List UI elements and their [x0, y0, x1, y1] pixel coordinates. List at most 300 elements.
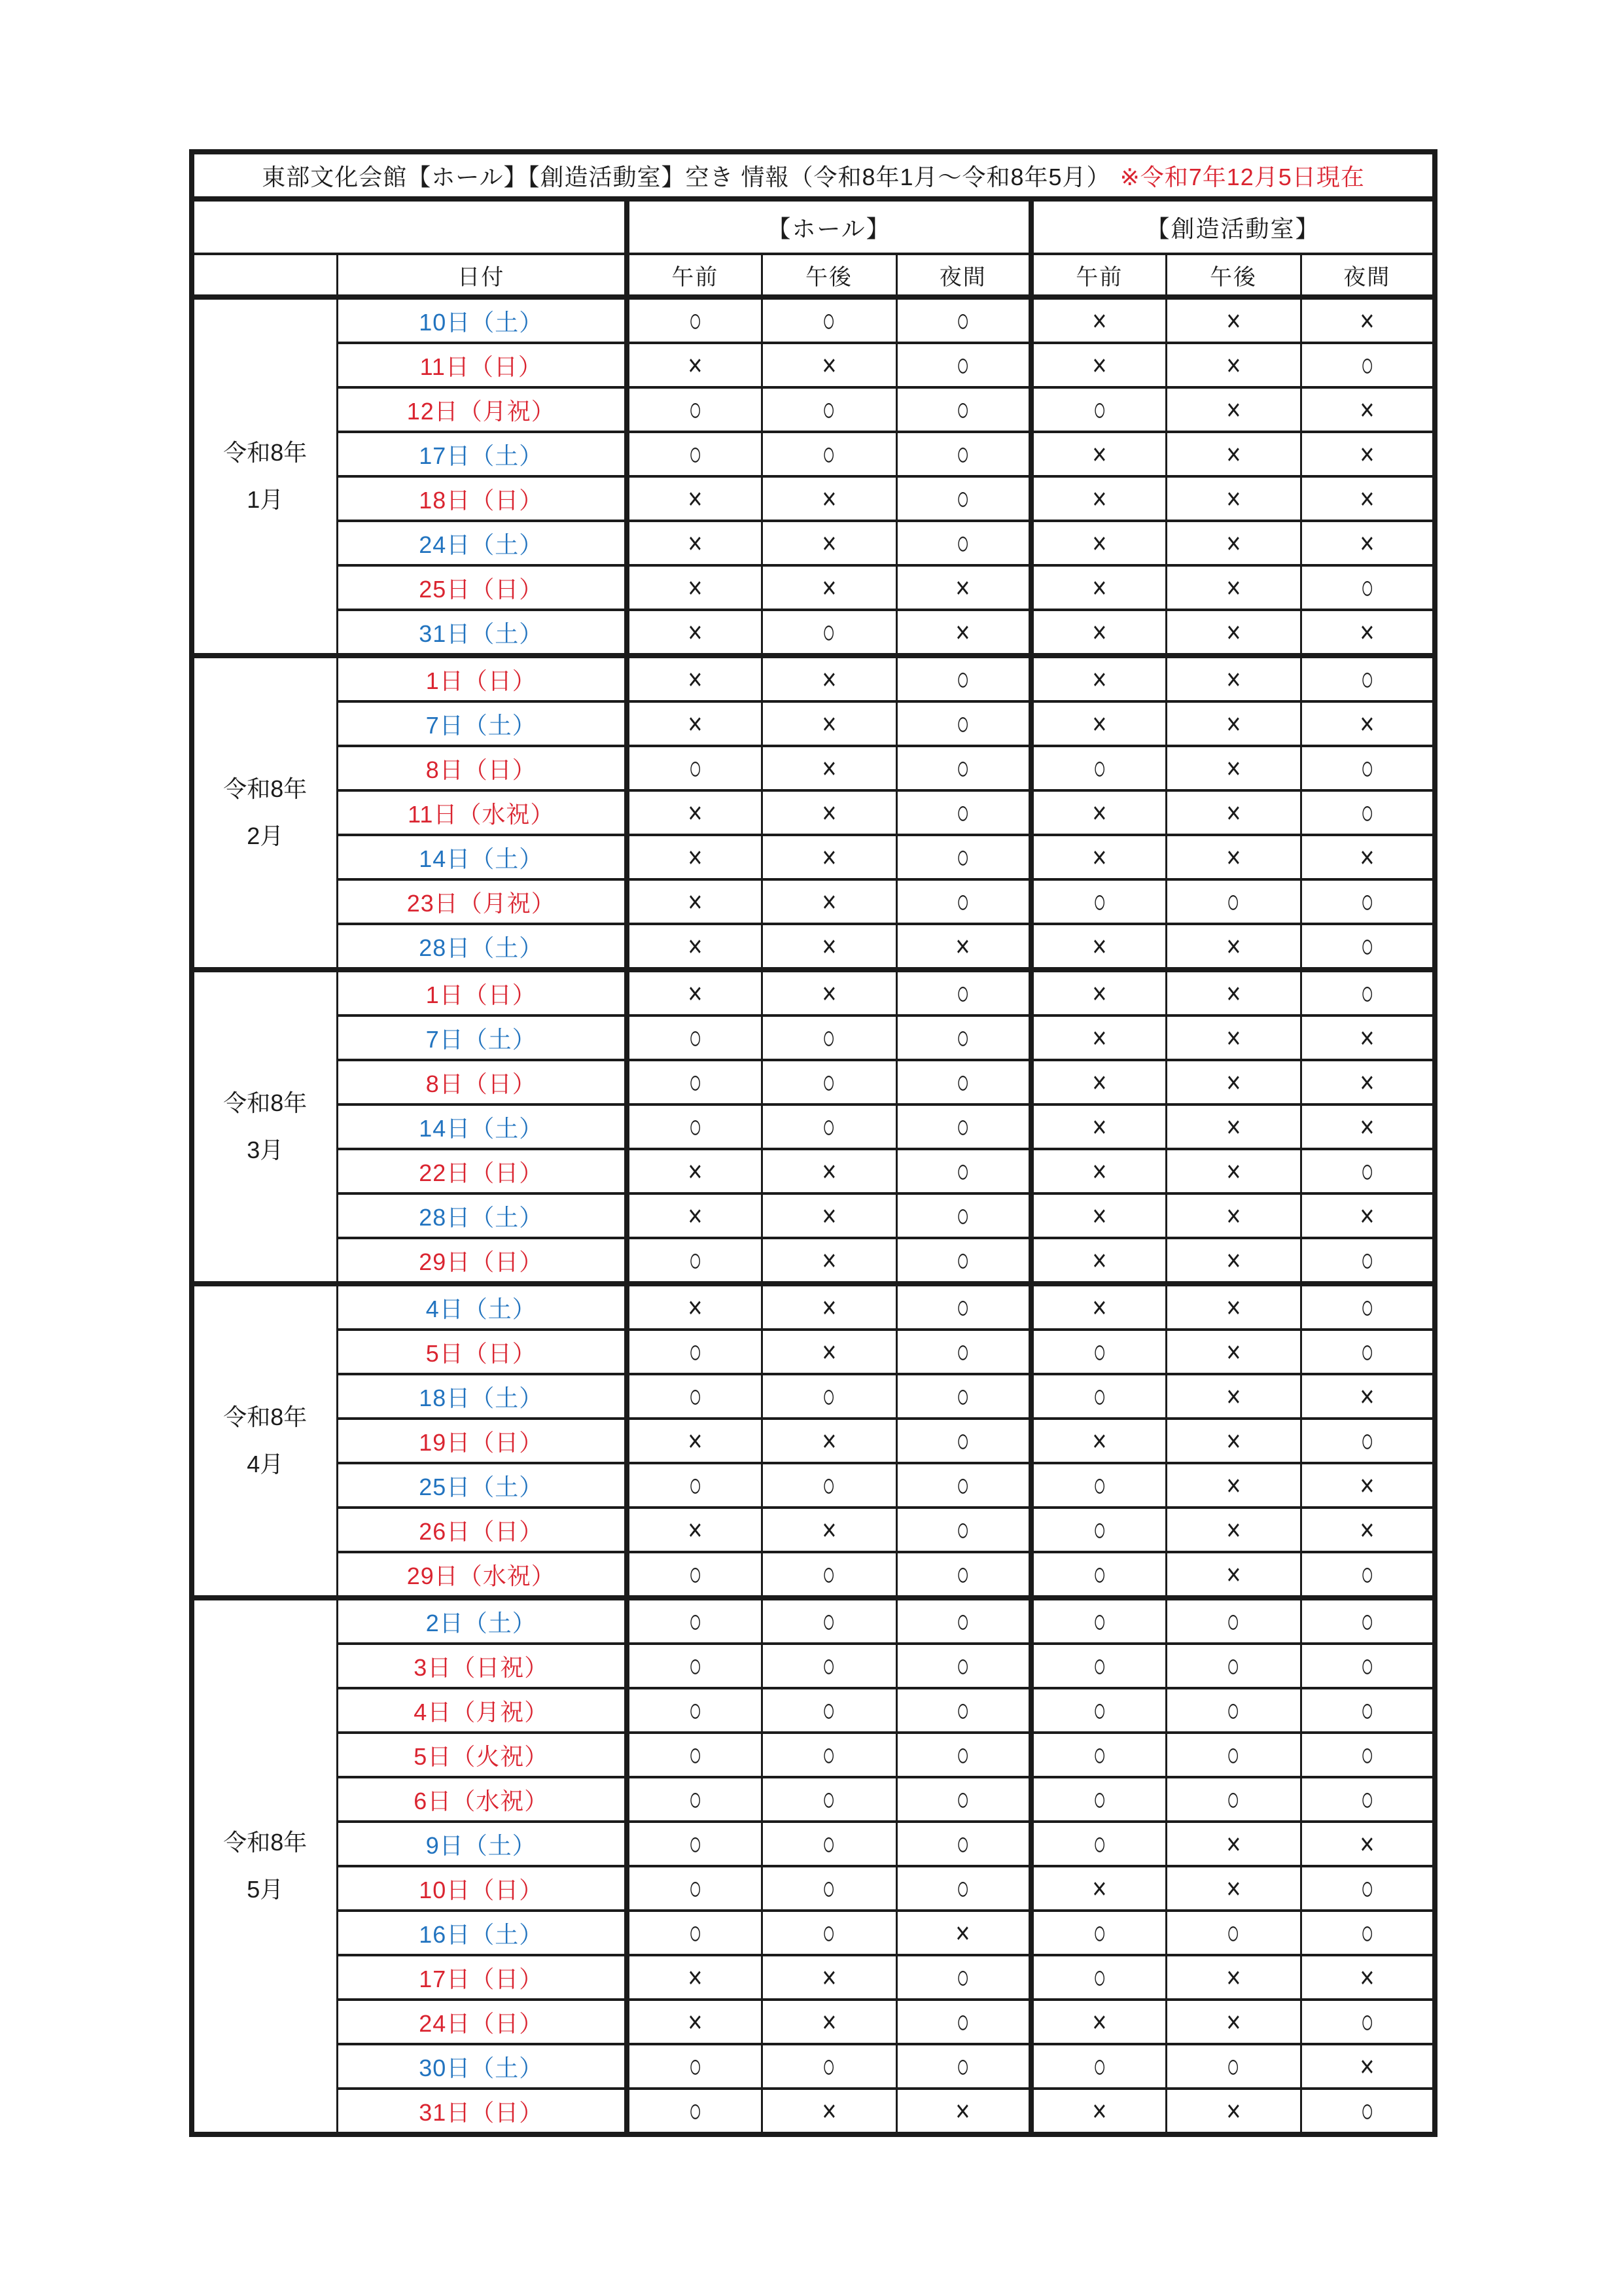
available-mark: ○: [822, 1063, 836, 1101]
hall-slot-2-availability-cell: [896, 1955, 1031, 2000]
availability-row: [192, 1822, 1435, 1866]
available-mark: ○: [956, 1825, 970, 1863]
available-mark: ○: [1093, 1333, 1106, 1371]
unavailable-mark: ×: [1092, 437, 1107, 471]
available-mark: ○: [1226, 883, 1241, 921]
room-slot-1-availability-cell: [1166, 1284, 1301, 1330]
unavailable-mark: ×: [688, 885, 703, 919]
unavailable-mark: ×: [821, 1290, 837, 1324]
room-slot-0-availability-cell: [1031, 746, 1166, 790]
date-cell: 25日（土）: [337, 1463, 627, 1508]
room-slot-2-availability-cell: [1301, 610, 1435, 656]
room-slot-0-availability-cell: [1031, 1463, 1166, 1508]
date-cell: 8日（日）: [337, 1060, 627, 1104]
available-mark: ○: [822, 2047, 836, 2085]
hall-slot-2-availability-cell: [896, 1238, 1031, 1284]
unavailable-mark: ×: [1225, 840, 1241, 874]
unavailable-mark: ×: [1092, 2005, 1107, 2039]
room-slot-1-availability-cell: [1166, 610, 1301, 656]
available-mark: ○: [1093, 1466, 1106, 1504]
room-slot-2-availability-cell: [1301, 2044, 1435, 2089]
available-mark: ○: [822, 302, 836, 340]
unavailable-mark: ×: [821, 1960, 837, 1994]
unavailable-mark: ×: [1225, 662, 1241, 696]
hall-slot-0-availability-cell: [627, 2000, 762, 2044]
availability-row: [192, 1284, 1435, 1330]
room-slot-1-availability-cell: [1166, 1598, 1301, 1644]
room-slot-0-availability-cell: [1031, 1866, 1166, 1911]
hall-slot-0-availability-cell: [627, 432, 762, 476]
hall-slot-1-availability-cell: [762, 1463, 896, 1508]
room-slot-1-availability-cell: [1166, 297, 1301, 343]
available-mark: ○: [1360, 346, 1374, 384]
room-slot-1-availability-cell: [1166, 565, 1301, 610]
hall-slot-2-availability-cell: [896, 610, 1031, 656]
available-mark: ○: [956, 1691, 970, 1729]
available-mark: ○: [1360, 1602, 1374, 1640]
available-mark: ○: [1093, 1602, 1106, 1640]
room-slot-1-availability-cell: [1166, 970, 1301, 1016]
month-label: 2月: [247, 822, 284, 849]
hall-slot-0-availability-cell: [627, 1374, 762, 1419]
available-mark: ○: [688, 391, 702, 429]
room-slot-2-availability-cell: [1301, 835, 1435, 879]
room-slot-2-availability-cell: [1301, 1777, 1435, 1822]
available-mark: ○: [1360, 794, 1374, 832]
room-slot-0-availability-cell: [1031, 1777, 1166, 1822]
available-mark: ○: [688, 302, 702, 340]
availability-row: [192, 924, 1435, 970]
available-mark: ○: [956, 524, 970, 562]
unavailable-mark: ×: [1225, 304, 1241, 338]
room-slot-1-availability-cell: [1166, 1552, 1301, 1598]
availability-row: [192, 2089, 1435, 2134]
hall-slot-1-availability-cell: [762, 1238, 896, 1284]
month-year-label: 令和8年: [223, 775, 308, 802]
available-mark: ○: [1093, 1691, 1106, 1729]
unavailable-mark: ×: [955, 615, 970, 649]
hall-slot-1-availability-cell: [762, 565, 896, 610]
availability-row: [192, 1598, 1435, 1644]
room-slot-0-availability-cell: [1031, 1598, 1166, 1644]
unavailable-mark: ×: [1225, 796, 1241, 830]
hall-slot-1-availability-cell: [762, 790, 896, 835]
unavailable-mark: ×: [1225, 1110, 1241, 1144]
month-label: 1月: [247, 486, 284, 513]
hall-slot-2-availability-cell: [896, 2044, 1031, 2089]
available-mark: ○: [956, 1241, 970, 1279]
available-mark: ○: [956, 883, 970, 921]
hall-slot-1-availability-cell: [762, 432, 896, 476]
unavailable-mark: ×: [1092, 976, 1107, 1010]
hall-slot-0-availability-cell: [627, 1644, 762, 1688]
hall-slot-2-availability-cell: [896, 835, 1031, 879]
available-mark: ○: [956, 2047, 970, 2085]
room-slot-2-availability-cell: [1301, 1644, 1435, 1688]
room-slot-0-availability-cell: [1031, 701, 1166, 746]
date-cell: 24日（日）: [337, 2000, 627, 2044]
available-mark: ○: [956, 1333, 970, 1371]
month-label: 5月: [247, 1876, 284, 1903]
room-slot-2-availability-cell: [1301, 1688, 1435, 1733]
column-header-hall-afternoon: 午後: [762, 254, 896, 297]
hall-slot-0-availability-cell: [627, 1733, 762, 1777]
date-cell: 14日（土）: [337, 1104, 627, 1149]
room-slot-2-availability-cell: [1301, 565, 1435, 610]
room-slot-1-availability-cell: [1166, 1777, 1301, 1822]
hall-slot-0-availability-cell: [627, 1330, 762, 1374]
available-mark: ○: [822, 435, 836, 473]
availability-row: [192, 1104, 1435, 1149]
unavailable-mark: ×: [1225, 976, 1241, 1010]
unavailable-mark: ×: [1225, 1335, 1241, 1369]
date-cell: 26日（日）: [337, 1508, 627, 1552]
availability-row: [192, 879, 1435, 924]
hall-slot-1-availability-cell: [762, 1866, 896, 1911]
availability-row: [192, 790, 1435, 835]
available-mark: ○: [822, 613, 836, 651]
unavailable-mark: ×: [1092, 1424, 1107, 1458]
hall-slot-1-availability-cell: [762, 970, 896, 1016]
availability-row: [192, 1866, 1435, 1911]
available-mark: ○: [1093, 1958, 1106, 1996]
available-mark: ○: [1360, 1152, 1374, 1190]
hall-slot-1-availability-cell: [762, 1060, 896, 1104]
room-slot-0-availability-cell: [1031, 343, 1166, 387]
availability-row: [192, 1955, 1435, 2000]
available-mark: ○: [822, 1869, 836, 1907]
hall-slot-0-availability-cell: [627, 1149, 762, 1193]
available-mark: ○: [1360, 2092, 1374, 2130]
hall-slot-0-availability-cell: [627, 835, 762, 879]
unavailable-mark: ×: [1360, 482, 1375, 516]
room-slot-0-availability-cell: [1031, 1419, 1166, 1463]
hall-slot-2-availability-cell: [896, 521, 1031, 565]
room-slot-2-availability-cell: [1301, 1374, 1435, 1419]
unavailable-mark: ×: [688, 662, 703, 696]
available-mark: ○: [1360, 1691, 1374, 1729]
unavailable-mark: ×: [1360, 437, 1375, 471]
unavailable-mark: ×: [1360, 1468, 1375, 1502]
available-mark: ○: [956, 705, 970, 743]
available-mark: ○: [956, 1780, 970, 1818]
unavailable-mark: ×: [821, 526, 837, 560]
available-mark: ○: [688, 1602, 702, 1640]
room-slot-2-availability-cell: [1301, 924, 1435, 970]
room-slot-0-availability-cell: [1031, 2044, 1166, 2089]
unavailable-mark: ×: [1225, 1021, 1241, 1055]
room-slot-2-availability-cell: [1301, 1149, 1435, 1193]
unavailable-mark: ×: [821, 929, 837, 963]
month-cell: [192, 1598, 337, 2134]
room-slot-2-availability-cell: [1301, 1552, 1435, 1598]
hall-slot-0-availability-cell: [627, 1060, 762, 1104]
available-mark: ○: [822, 1108, 836, 1146]
hall-slot-1-availability-cell: [762, 1777, 896, 1822]
hall-slot-2-availability-cell: [896, 1016, 1031, 1060]
available-mark: ○: [688, 2047, 702, 2085]
available-mark: ○: [956, 974, 970, 1012]
available-mark: ○: [688, 1108, 702, 1146]
hall-slot-1-availability-cell: [762, 1193, 896, 1238]
availability-row: [192, 970, 1435, 1016]
hall-slot-1-availability-cell: [762, 2000, 896, 2044]
available-mark: ○: [1093, 1825, 1106, 1863]
unavailable-mark: ×: [1360, 1379, 1375, 1413]
hall-slot-1-availability-cell: [762, 1149, 896, 1193]
unavailable-mark: ×: [688, 1199, 703, 1233]
available-mark: ○: [1360, 1555, 1374, 1593]
unavailable-mark: ×: [955, 571, 970, 605]
date-cell: 31日（日）: [337, 2089, 627, 2134]
date-cell: 25日（日）: [337, 565, 627, 610]
available-mark: ○: [1226, 1647, 1241, 1685]
room-slot-0-availability-cell: [1031, 521, 1166, 565]
available-mark: ○: [956, 1555, 970, 1593]
unavailable-mark: ×: [821, 840, 837, 874]
unavailable-mark: ×: [1225, 437, 1241, 471]
hall-slot-2-availability-cell: [896, 746, 1031, 790]
date-cell: 7日（土）: [337, 701, 627, 746]
unavailable-mark: ×: [1225, 1960, 1241, 1994]
unavailable-mark: ×: [688, 976, 703, 1010]
room-slot-1-availability-cell: [1166, 924, 1301, 970]
facility-header-spacer: [192, 199, 627, 254]
hall-slot-0-availability-cell: [627, 297, 762, 343]
unavailable-mark: ×: [1225, 1154, 1241, 1188]
available-mark: ○: [1360, 974, 1374, 1012]
month-label: 3月: [247, 1137, 284, 1163]
available-mark: ○: [822, 391, 836, 429]
room-slot-0-availability-cell: [1031, 297, 1166, 343]
page-title-note: ※令和7年12月5日現在: [1120, 163, 1365, 190]
room-slot-2-availability-cell: [1301, 1419, 1435, 1463]
unavailable-mark: ×: [1360, 393, 1375, 427]
available-mark: ○: [956, 2003, 970, 2041]
room-slot-1-availability-cell: [1166, 746, 1301, 790]
room-slot-1-availability-cell: [1166, 1822, 1301, 1866]
hall-slot-1-availability-cell: [762, 1374, 896, 1419]
room-slot-1-availability-cell: [1166, 879, 1301, 924]
availability-row: [192, 2044, 1435, 2089]
unavailable-mark: ×: [1360, 707, 1375, 741]
available-mark: ○: [1226, 1691, 1241, 1729]
available-mark: ○: [822, 1602, 836, 1640]
room-slot-1-availability-cell: [1166, 1016, 1301, 1060]
unavailable-mark: ×: [688, 348, 703, 382]
room-slot-2-availability-cell: [1301, 970, 1435, 1016]
unavailable-mark: ×: [1225, 1243, 1241, 1277]
hall-slot-0-availability-cell: [627, 1822, 762, 1866]
hall-slot-0-availability-cell: [627, 1598, 762, 1644]
hall-slot-0-availability-cell: [627, 1508, 762, 1552]
date-cell: 8日（日）: [337, 746, 627, 790]
hall-slot-0-availability-cell: [627, 1777, 762, 1822]
unavailable-mark: ×: [821, 2094, 837, 2128]
unavailable-mark: ×: [688, 482, 703, 516]
date-cell: 11日（日）: [337, 343, 627, 387]
availability-row: [192, 1149, 1435, 1193]
hall-slot-1-availability-cell: [762, 610, 896, 656]
available-mark: ○: [1360, 569, 1374, 607]
availability-row: [192, 1733, 1435, 1777]
available-mark: ○: [1360, 1333, 1374, 1371]
hall-slot-2-availability-cell: [896, 1552, 1031, 1598]
hall-slot-0-availability-cell: [627, 1238, 762, 1284]
hall-slot-0-availability-cell: [627, 1688, 762, 1733]
room-slot-0-availability-cell: [1031, 1688, 1166, 1733]
unavailable-mark: ×: [1225, 571, 1241, 605]
room-slot-0-availability-cell: [1031, 1552, 1166, 1598]
hall-slot-2-availability-cell: [896, 970, 1031, 1016]
unavailable-mark: ×: [1092, 615, 1107, 649]
room-slot-2-availability-cell: [1301, 701, 1435, 746]
room-slot-0-availability-cell: [1031, 1104, 1166, 1149]
hall-slot-2-availability-cell: [896, 1822, 1031, 1866]
room-slot-1-availability-cell: [1166, 701, 1301, 746]
date-cell: 24日（土）: [337, 521, 627, 565]
unavailable-mark: ×: [1225, 1871, 1241, 1905]
available-mark: ○: [1360, 660, 1374, 698]
unavailable-mark: ×: [1225, 929, 1241, 963]
hall-slot-1-availability-cell: [762, 1508, 896, 1552]
available-mark: ○: [956, 1958, 970, 1996]
available-mark: ○: [1360, 927, 1374, 965]
date-cell: 6日（水祝）: [337, 1777, 627, 1822]
hall-slot-1-availability-cell: [762, 924, 896, 970]
date-cell: 29日（水祝）: [337, 1552, 627, 1598]
hall-slot-0-availability-cell: [627, 970, 762, 1016]
column-header-hall-morning: 午前: [627, 254, 762, 297]
available-mark: ○: [688, 1019, 702, 1057]
hall-slot-1-availability-cell: [762, 387, 896, 432]
room-slot-2-availability-cell: [1301, 521, 1435, 565]
room-slot-1-availability-cell: [1166, 1104, 1301, 1149]
unavailable-mark: ×: [688, 929, 703, 963]
unavailable-mark: ×: [1092, 304, 1107, 338]
unavailable-mark: ×: [1360, 1065, 1375, 1099]
unavailable-mark: ×: [688, 2005, 703, 2039]
available-mark: ○: [822, 1736, 836, 1774]
available-mark: ○: [956, 391, 970, 429]
room-slot-1-availability-cell: [1166, 387, 1301, 432]
unavailable-mark: ×: [1225, 707, 1241, 741]
hall-slot-1-availability-cell: [762, 297, 896, 343]
hall-slot-2-availability-cell: [896, 432, 1031, 476]
room-slot-1-availability-cell: [1166, 835, 1301, 879]
room-slot-0-availability-cell: [1031, 1822, 1166, 1866]
month-label: 4月: [247, 1451, 284, 1477]
availability-row: [192, 1911, 1435, 1955]
available-mark: ○: [1226, 1736, 1241, 1774]
hall-slot-1-availability-cell: [762, 1955, 896, 2000]
unavailable-mark: ×: [1225, 1065, 1241, 1099]
room-slot-1-availability-cell: [1166, 1193, 1301, 1238]
hall-slot-2-availability-cell: [896, 2089, 1031, 2134]
availability-row: [192, 1644, 1435, 1688]
room-slot-1-availability-cell: [1166, 1644, 1301, 1688]
available-mark: ○: [956, 749, 970, 787]
hall-slot-1-availability-cell: [762, 1552, 896, 1598]
room-slot-0-availability-cell: [1031, 1284, 1166, 1330]
hall-slot-1-availability-cell: [762, 1733, 896, 1777]
room-slot-2-availability-cell: [1301, 432, 1435, 476]
column-header-row: [192, 254, 1435, 297]
available-mark: ○: [688, 1825, 702, 1863]
available-mark: ○: [956, 1511, 970, 1549]
room-slot-1-availability-cell: [1166, 1733, 1301, 1777]
unavailable-mark: ×: [688, 615, 703, 649]
month-cell: [192, 297, 337, 656]
room-slot-2-availability-cell: [1301, 1866, 1435, 1911]
available-mark: ○: [688, 435, 702, 473]
available-mark: ○: [956, 838, 970, 876]
availability-row: [192, 1508, 1435, 1552]
hall-slot-2-availability-cell: [896, 656, 1031, 701]
hall-slot-0-availability-cell: [627, 2089, 762, 2134]
room-slot-2-availability-cell: [1301, 1955, 1435, 2000]
unavailable-mark: ×: [1092, 1065, 1107, 1099]
available-mark: ○: [1360, 1422, 1374, 1460]
unavailable-mark: ×: [1225, 1513, 1241, 1547]
available-mark: ○: [822, 1780, 836, 1818]
hall-slot-2-availability-cell: [896, 1911, 1031, 1955]
unavailable-mark: ×: [821, 751, 837, 785]
room-slot-2-availability-cell: [1301, 1508, 1435, 1552]
room-slot-2-availability-cell: [1301, 1598, 1435, 1644]
room-slot-1-availability-cell: [1166, 432, 1301, 476]
room-slot-0-availability-cell: [1031, 1193, 1166, 1238]
room-slot-1-availability-cell: [1166, 1508, 1301, 1552]
available-mark: ○: [822, 1691, 836, 1729]
room-slot-0-availability-cell: [1031, 1016, 1166, 1060]
unavailable-mark: ×: [1225, 1557, 1241, 1591]
available-mark: ○: [688, 1333, 702, 1371]
date-cell: 10日（土）: [337, 297, 627, 343]
unavailable-mark: ×: [821, 1335, 837, 1369]
hall-slot-0-availability-cell: [627, 1284, 762, 1330]
room-slot-2-availability-cell: [1301, 476, 1435, 521]
availability-row: [192, 1552, 1435, 1598]
available-mark: ○: [1093, 1914, 1106, 1952]
room-slot-1-availability-cell: [1166, 521, 1301, 565]
available-mark: ○: [1360, 1780, 1374, 1818]
available-mark: ○: [688, 1780, 702, 1818]
hall-slot-0-availability-cell: [627, 343, 762, 387]
unavailable-mark: ×: [1092, 348, 1107, 382]
available-mark: ○: [688, 1914, 702, 1952]
room-slot-2-availability-cell: [1301, 879, 1435, 924]
available-mark: ○: [688, 1466, 702, 1504]
hall-slot-0-availability-cell: [627, 610, 762, 656]
hall-slot-0-availability-cell: [627, 1016, 762, 1060]
available-mark: ○: [956, 794, 970, 832]
available-mark: ○: [956, 1736, 970, 1774]
available-mark: ○: [1360, 1736, 1374, 1774]
available-mark: ○: [688, 1377, 702, 1415]
month-cell: [192, 656, 337, 970]
available-mark: ○: [1093, 391, 1106, 429]
date-cell: 28日（土）: [337, 1193, 627, 1238]
availability-table-body: [192, 297, 1435, 2134]
room-slot-1-availability-cell: [1166, 343, 1301, 387]
hall-slot-2-availability-cell: [896, 476, 1031, 521]
availability-row: [192, 1419, 1435, 1463]
unavailable-mark: ×: [1360, 1513, 1375, 1547]
available-mark: ○: [956, 1377, 970, 1415]
room-slot-0-availability-cell: [1031, 1149, 1166, 1193]
hall-slot-1-availability-cell: [762, 746, 896, 790]
